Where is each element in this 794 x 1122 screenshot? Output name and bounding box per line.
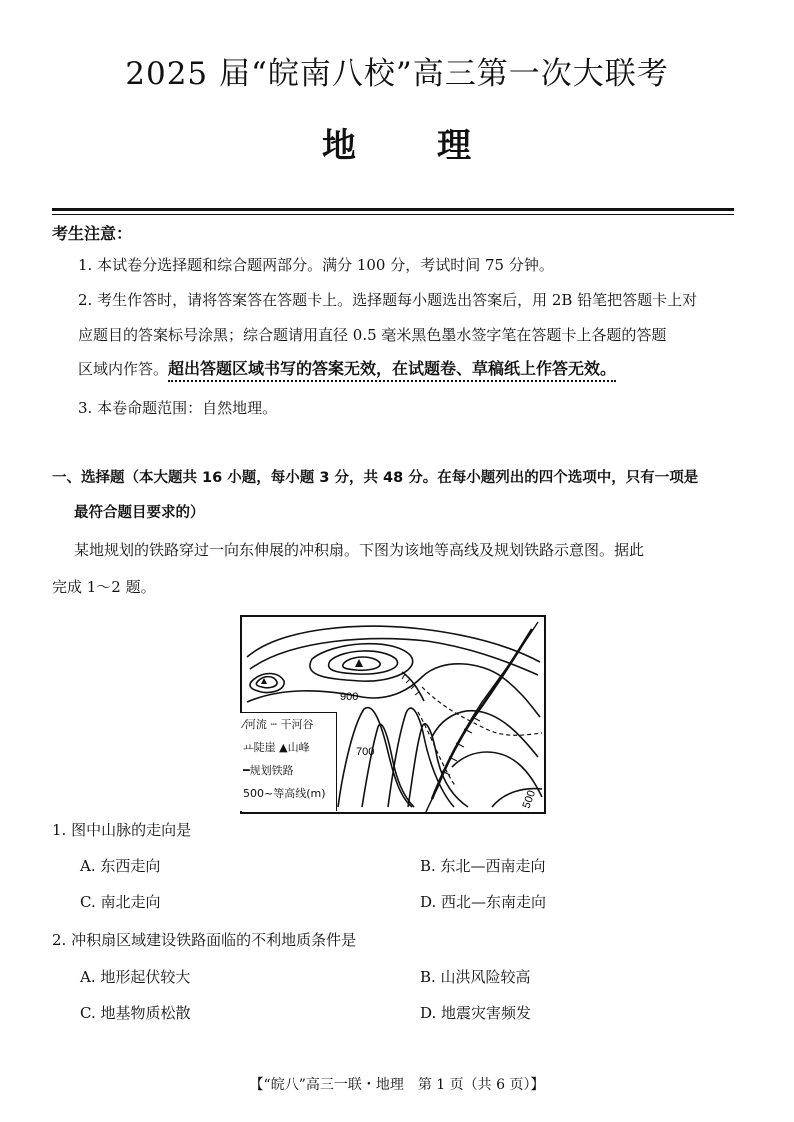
notice-item-2-line-2: 应题目的答案标号涂黑；综合题请用直径 0.5 毫米黑色墨水签字笔在答题卡上各题的答题 [78,326,667,344]
contour-line [338,708,412,807]
exam-title: 2025 届“皖南八校”高三第一次大联考 [125,56,669,92]
legend-dry-valley: 干河谷 [280,718,314,731]
contour-label-900: 900 [340,691,359,703]
subject-char-2: 理 [437,126,472,166]
railway-symbol: ━ [243,764,250,777]
contour-line [362,724,414,807]
legend-railway: 规划铁路 [249,764,294,777]
peak-icon [355,659,363,667]
notice-item-1: 1. 本试卷分选择题和综合题两部分。满分 100 分，考试时间 75 分钟。 [78,256,554,274]
question-2-option-b: B. 山洪风险较高 [420,968,531,986]
contour-symbol: ~ [264,787,274,800]
cliff-symbol: ㅛ [243,741,254,754]
legend-row-river [243,719,313,731]
notice-item-3: 3. 本卷命题范围：自然地理。 [78,399,278,417]
contour-line [247,664,540,717]
legend-contour: 等高线(m) [273,787,326,800]
dry-valley-symbol: ┄ [266,718,281,731]
dry-valley [422,687,542,735]
question-1-option-b: B. 东北—西南走向 [420,857,546,875]
question-2-option-c: C. 地基物质松散 [80,1004,191,1022]
contour-line [432,711,538,757]
notice-item-2-line-3-start: 区域内作答。 [78,360,169,378]
question-2-stem: 2. 冲积扇区域建设铁路面临的不利地质条件是 [52,931,357,949]
subject-char-1: 地 [322,126,357,166]
legend-river: 河流 [244,718,267,731]
contour-label-700: 700 [356,746,375,758]
map-legend [240,712,337,811]
river [426,622,538,812]
section-heading-line-2: 最符合题目要求的） [74,505,205,521]
question-1-option-a: A. 东西走向 [80,857,161,875]
legend-row-contour [243,788,326,800]
question-1-option-c: C. 南北走向 [80,893,161,911]
contour-line [408,724,468,807]
legend-row-cliff [243,742,310,754]
notice-emphasis: 超出答题区域书写的答案无效，在试题卷、草稿纸上作答无效。 [168,359,616,382]
legend-contour-value: 500 [243,787,264,800]
dry-valley [418,712,456,787]
subject-title [0,118,794,167]
section-heading-line-1: 一、选择题（本大题共 16 小题，每小题 3 分，共 48 分。在每小题列出的四个选项中，只有一项是 [52,470,699,486]
question-1-option-d: D. 西北—东南走向 [420,893,547,911]
header-rule-thin [52,214,734,215]
contour-label-500: 500 [520,788,539,811]
header-rule-thick [52,208,734,211]
question-2-option-d: D. 地震灾害频发 [420,1004,532,1022]
contour-line [256,677,277,688]
contour-line [343,657,380,670]
legend-row-railway [243,765,294,777]
page-footer: 【“皖八”高三一联・地理 第 1 页（共 6 页）】 [249,1077,545,1093]
question-1-stem: 1. 图中山脉的走向是 [52,821,192,839]
legend-cliff: 陡崖 [253,741,276,754]
notice-heading: 考生注意： [52,224,133,243]
peak-icon: ▲ [275,741,288,754]
question-intro-line-1: 某地规划的铁路穿过一向东伸展的冲积扇。下图为该地等高线及规划铁路示意图。据此 [74,541,645,559]
question-2-option-a: A. 地形起伏较大 [80,968,191,986]
notice-item-2-line-3 [78,359,616,379]
contour-line [388,708,454,807]
question-intro-line-2: 完成 1～2 题。 [52,578,156,596]
notice-item-2-line-1: 2. 考生作答时，请将答案答在答题卡上。选择题每小题选出答案后，用 2B 铅笔把答题卡上对 [78,291,698,309]
legend-peak: 山峰 [287,741,310,754]
river-symbol: ⁄ [243,718,245,731]
